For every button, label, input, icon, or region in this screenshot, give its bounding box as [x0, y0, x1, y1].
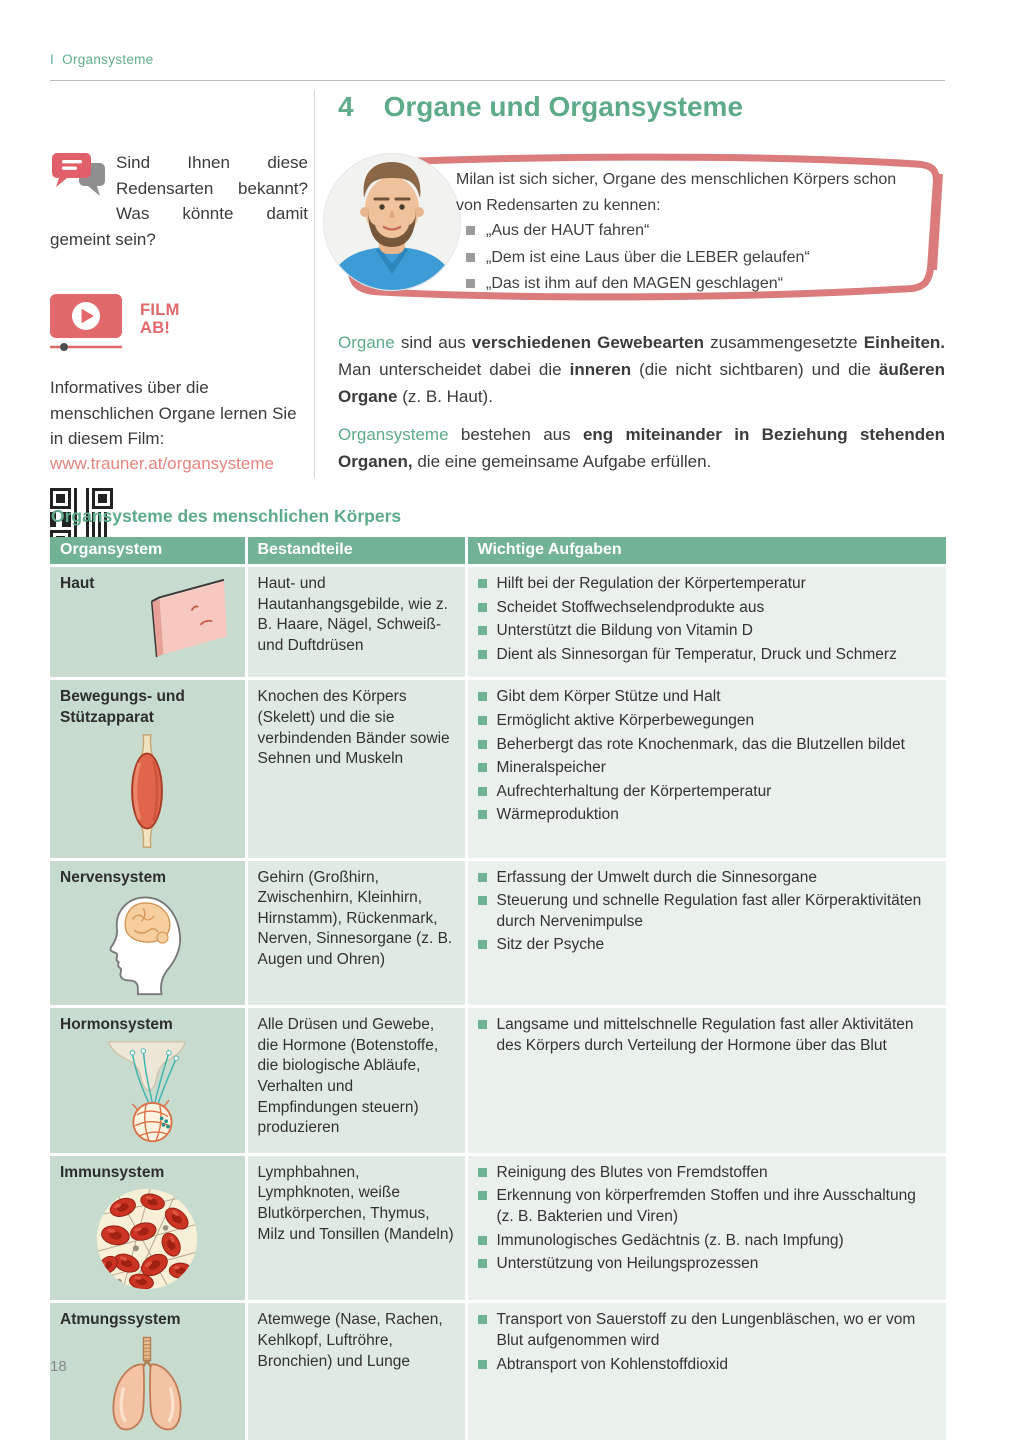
components-cell: Lymphbahnen, Lymphknoten, weiße Blutkörperchen, Thymus, Milz und Tonsillen (Mandeln)	[246, 1154, 466, 1302]
components-cell: Alle Drüsen und Gewebe, die Hormone (Botenstoffe, die biologische Abläufe, Verhalten und Empfindungen steuern) produzieren	[246, 1007, 466, 1155]
task-item	[478, 711, 937, 732]
organ-systems-table	[50, 537, 946, 1440]
task-item	[478, 868, 937, 889]
bullet-square-icon	[478, 1360, 487, 1369]
task-item	[478, 891, 937, 932]
tasks-list	[478, 1310, 937, 1375]
paragraph-organsysteme	[338, 422, 945, 476]
organ-system-name: Haut	[60, 575, 95, 592]
text-segment: zusammengesetzte	[703, 333, 864, 352]
organ-system-cell	[50, 1007, 246, 1155]
task-text: Erkennung von körperfremden Stoffen und ihre Ausschaltung (z. B. Bakterien und Viren)	[496, 1187, 916, 1226]
text-segment: Man unterscheidet dabei die	[338, 359, 570, 379]
text-segment: sind aus	[394, 333, 472, 352]
task-item	[478, 1231, 937, 1252]
text-segment: Organsysteme	[338, 425, 449, 444]
tasks-list	[478, 868, 937, 956]
task-item	[478, 687, 937, 708]
task-text: Erfassung der Umwelt durch die Sinnesorgane	[496, 868, 818, 886]
sidebar-question-text: Sind Ihnen diese Redensarten bekannt? Was könnte damit gemeint sein?	[50, 153, 308, 249]
column-header-aufgaben: Wichtige Aufgaben	[466, 537, 946, 566]
header-rule	[50, 80, 945, 81]
components-cell: Atemwege (Nase, Rachen, Kehlkopf, Luftröhre, Bronchien) und Lunge	[246, 1302, 466, 1440]
bullet-square-icon	[478, 692, 487, 701]
tasks-cell	[466, 679, 946, 859]
task-item	[478, 598, 937, 619]
task-item	[478, 758, 937, 779]
components-cell: Haut- und Hautanhangsgebilde, wie z. B. Haare, Nägel, Schweiß- und Duftdrüsen	[246, 566, 466, 679]
avatar-milan	[322, 152, 462, 292]
task-text: Immunologisches Gedächtnis (z. B. nach Impfung)	[496, 1231, 844, 1249]
text-segment: die eine gemeinsame Aufgabe erfüllen.	[412, 451, 712, 471]
bullet-square-icon	[478, 1236, 487, 1245]
main-column	[338, 90, 945, 490]
bullet-square-icon	[478, 873, 487, 882]
bullet-square-icon	[478, 1191, 487, 1200]
table-row	[50, 566, 946, 679]
task-text: Aufrechterhaltung der Körpertemperatur	[496, 782, 772, 800]
milan-speech-bubble	[338, 152, 945, 304]
column-divider	[314, 90, 315, 478]
breadcrumb: I Organsysteme	[50, 52, 154, 67]
table-section-title: Organsysteme des menschlichen Körpers	[51, 506, 402, 526]
chapter-heading	[338, 90, 945, 124]
table-row	[50, 1007, 946, 1155]
task-item	[478, 574, 937, 595]
play-icon	[50, 294, 124, 359]
components-cell: Gehirn (Großhirn, Zwischenhirn, Kleinhirn, Hirnstamm), Rückenmark, Nerven, Sinnesorgane (z. B. Augen und Ohren)	[246, 859, 466, 1007]
redensarten-list	[456, 221, 919, 294]
task-item	[478, 1186, 937, 1227]
muscle-illustration	[122, 733, 172, 849]
lungs-illustration	[104, 1335, 190, 1433]
task-item	[478, 621, 937, 642]
bullet-square-icon	[478, 896, 487, 905]
task-text: Unterstützt die Bildung von Vitamin D	[496, 622, 753, 640]
task-text: Mineralspeicher	[496, 759, 606, 777]
organ-system-name: Nervensystem	[60, 868, 166, 886]
text-segment: verschiedenen Gewebearten	[471, 333, 704, 352]
film-label-line1: FILM	[140, 301, 180, 319]
tasks-list	[478, 1015, 937, 1056]
task-item	[478, 1355, 937, 1376]
film-description: Informatives über die menschlichen Organe lernen Sie in diesem Film:	[50, 378, 297, 448]
bullet-square-icon	[478, 763, 487, 772]
bullet-square-icon	[478, 716, 487, 725]
tasks-list	[478, 1163, 937, 1275]
table-header-row	[50, 537, 946, 566]
redensart-text: „Das ist ihm auf den MAGEN geschlagen“	[486, 275, 784, 293]
task-text: Ermöglicht aktive Körperbewegungen	[496, 712, 755, 730]
task-text: Reinigung des Blutes von Fremdstoffen	[496, 1163, 768, 1181]
bullet-square-icon	[466, 253, 475, 262]
sidebar-question-block	[50, 150, 308, 252]
task-text: Dient als Sinnesorgan für Temperatur, Druck und Schmerz	[496, 645, 897, 663]
organ-table-section	[50, 506, 946, 1440]
organ-system-name: Atmungssystem	[60, 1311, 181, 1329]
task-item	[478, 1015, 937, 1056]
bubble-intro: Milan ist sich sicher, Organe des menschlichen Körpers schon von Redensarten zu kennen:	[456, 171, 897, 214]
table-row	[50, 859, 946, 1007]
text-segment: eng miteinander in Beziehung stehenden Organen,	[338, 425, 945, 471]
bullet-square-icon	[478, 650, 487, 659]
bullet-square-icon	[478, 603, 487, 612]
redensart-item	[466, 274, 919, 294]
bullet-square-icon	[478, 1315, 487, 1324]
task-item	[478, 1310, 937, 1351]
task-text: Wärmeproduktion	[496, 806, 619, 824]
bullet-square-icon	[466, 226, 475, 235]
task-item	[478, 805, 937, 826]
speech-bubble-content	[456, 152, 945, 294]
text-segment: (die nicht sichtbaren) und die	[631, 359, 879, 379]
bullet-square-icon	[478, 1168, 487, 1177]
task-item	[478, 1254, 937, 1275]
gland-illustration	[105, 1040, 189, 1144]
redensart-item	[466, 221, 919, 241]
column-header-organsystem: Organsystem	[50, 537, 246, 566]
bullet-square-icon	[478, 810, 487, 819]
organ-system-name: Bewegungs- und Stützapparat	[60, 688, 185, 727]
text-segment: Organe	[338, 333, 395, 352]
text-segment: inneren	[569, 359, 632, 379]
task-text: Gibt dem Körper Stütze und Halt	[496, 688, 721, 706]
organ-system-name: Hormonsystem	[60, 1016, 173, 1034]
tasks-cell	[466, 1007, 946, 1155]
text-segment: Einheiten.	[863, 333, 946, 352]
film-label-line2: AB!	[140, 319, 171, 338]
task-text: Transport von Sauerstoff zu den Lungenbläschen, wo er vom Blut aufgenommen wird	[496, 1311, 916, 1350]
head-brain-illustration	[106, 892, 188, 996]
task-item	[478, 645, 937, 666]
redensart-text: „Dem ist eine Laus über die LEBER gelaufen“	[486, 248, 810, 266]
organ-system-cell	[50, 566, 246, 679]
task-text: Unterstützung von Heilungsprozessen	[496, 1255, 759, 1273]
bullet-square-icon	[478, 626, 487, 635]
column-header-bestandteile: Bestandteile	[246, 537, 466, 566]
bullet-square-icon	[478, 740, 487, 749]
bullet-square-icon	[478, 787, 487, 796]
tasks-cell	[466, 1302, 946, 1440]
speech-bubbles-icon	[50, 152, 108, 207]
task-text: Scheidet Stoffwechselendprodukte aus	[496, 598, 765, 616]
skin-illustration	[129, 574, 233, 660]
task-text: Abtransport von Kohlenstoffdioxid	[496, 1355, 729, 1373]
task-item	[478, 735, 937, 756]
film-ab-label	[140, 294, 180, 338]
task-text: Beherbergt das rote Knochenmark, das die Blutzellen bildet	[496, 735, 905, 753]
organ-system-name: Immunsystem	[60, 1163, 165, 1181]
tasks-cell	[466, 566, 946, 679]
task-text: Steuerung und schnelle Regulation fast aller Körperaktivitäten durch Nervenimpulse	[496, 892, 922, 930]
organ-system-cell	[50, 679, 246, 859]
tasks-list	[478, 574, 937, 665]
task-item	[478, 1163, 937, 1184]
bullet-square-icon	[478, 579, 487, 588]
bullet-square-icon	[478, 1259, 487, 1268]
chapter-number: 4	[338, 91, 354, 122]
task-item	[478, 935, 937, 956]
table-row	[50, 679, 946, 859]
text-segment: bestehen aus	[448, 425, 583, 444]
tasks-cell	[466, 1154, 946, 1302]
text-segment: äußeren Organe	[338, 359, 945, 406]
tasks-cell	[466, 859, 946, 1007]
organ-system-cell	[50, 1154, 246, 1302]
task-text: Hilft bei der Regulation der Körpertemperatur	[496, 575, 806, 592]
task-text: Sitz der Psyche	[496, 936, 605, 954]
sidebar	[50, 150, 308, 551]
table-row	[50, 1302, 946, 1440]
page-number: 18	[50, 1358, 67, 1375]
tasks-list	[478, 687, 937, 826]
components-cell: Knochen des Körpers (Skelett) und die sie verbindenden Bänder sowie Sehnen und Muskeln	[246, 679, 466, 859]
text-segment: (z. B. Haut).	[397, 386, 493, 406]
task-item	[478, 782, 937, 803]
bullet-square-icon	[466, 279, 475, 288]
organ-system-cell	[50, 1302, 246, 1440]
bullet-square-icon	[478, 1020, 487, 1029]
chapter-title: Organe und Organsysteme	[383, 91, 744, 122]
organ-system-cell	[50, 859, 246, 1007]
redensart-item	[466, 248, 919, 268]
film-ab-block	[50, 294, 308, 359]
film-link[interactable]: www.trauner.at/organsysteme	[50, 453, 274, 473]
task-text: Langsame und mittelschnelle Regulation fast aller Aktivitäten des Körpers durch Verteilung der Hormone über das Blut	[496, 1016, 914, 1054]
paragraph-organe	[338, 330, 945, 411]
redensart-text: „Aus der HAUT fahren“	[486, 222, 650, 240]
blood-cells-illustration	[95, 1187, 199, 1291]
bullet-square-icon	[478, 940, 487, 949]
table-row	[50, 1154, 946, 1302]
